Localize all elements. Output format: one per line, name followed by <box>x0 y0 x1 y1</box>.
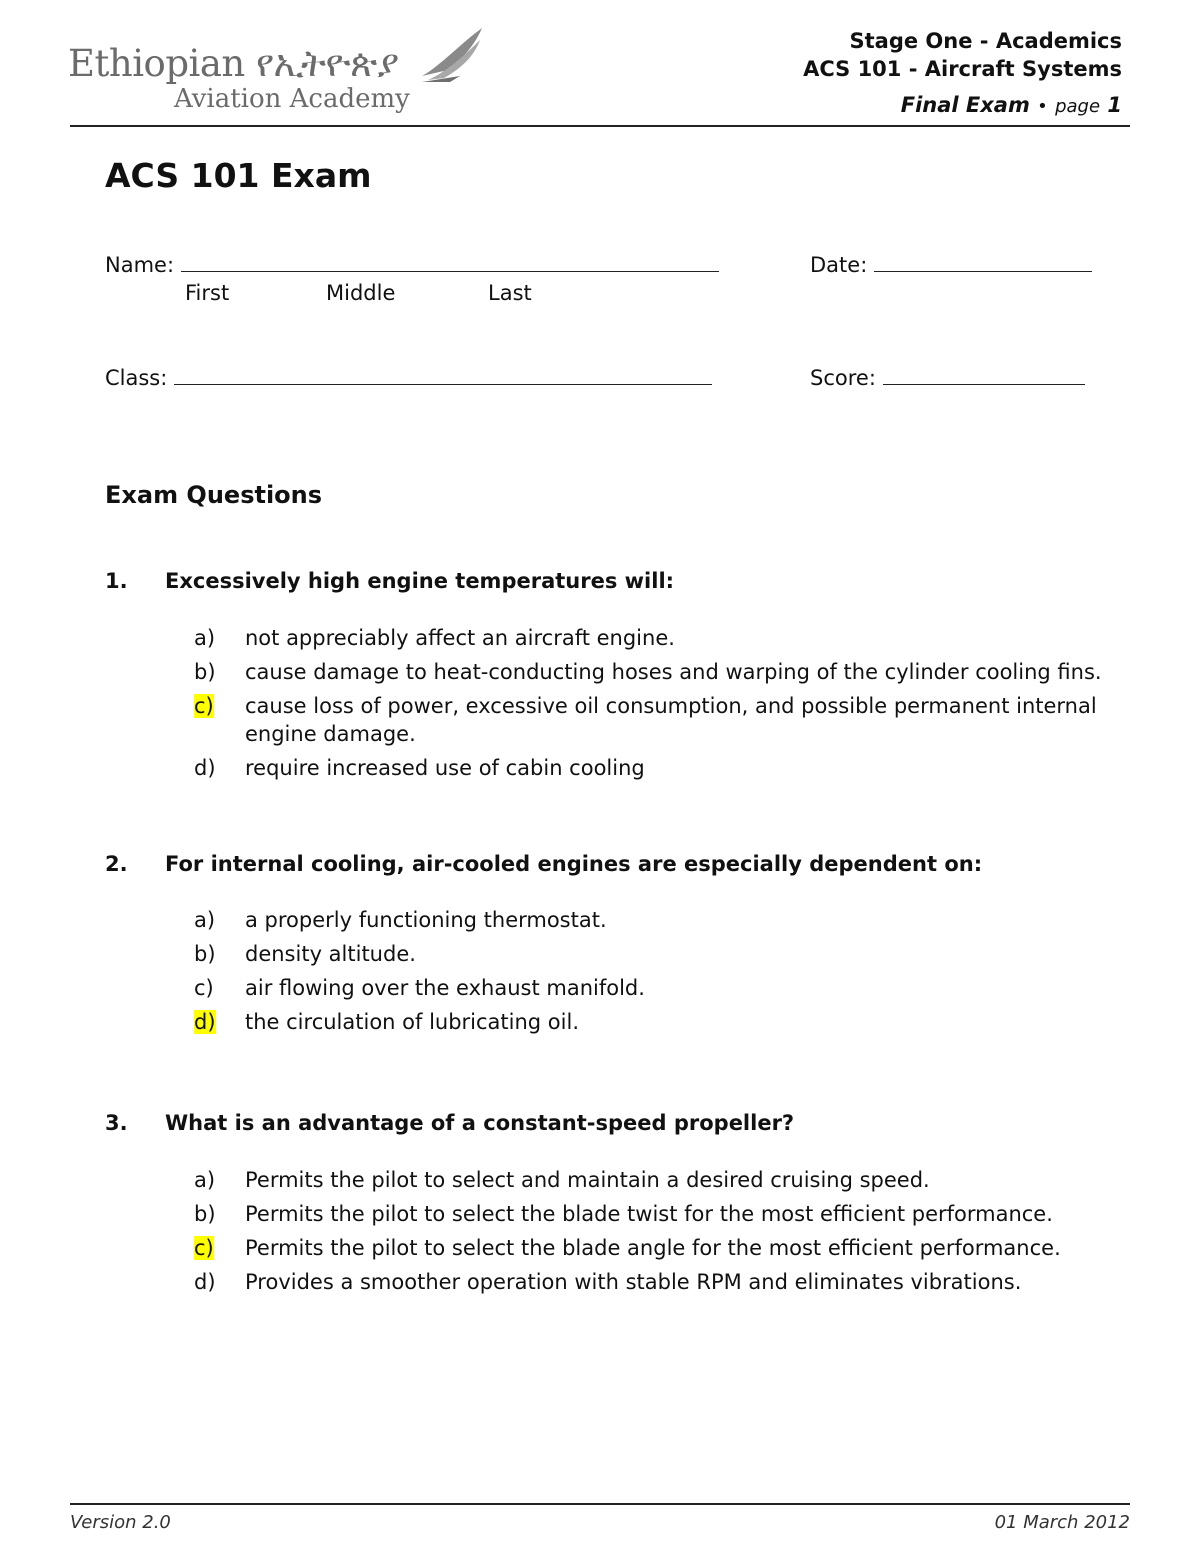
question-text: What is an advantage of a constant-speed propeller? <box>165 1111 795 1135</box>
class-blank[interactable] <box>174 366 712 385</box>
academy-logo <box>68 26 488 118</box>
option-letter: c) <box>194 976 214 1000</box>
score-field <box>810 366 1085 390</box>
option-text: density altitude. <box>245 942 416 966</box>
option-text: cause damage to heat-conducting hoses and warping of the cylinder cooling fins. <box>245 660 1102 684</box>
option-letter-correct: d) <box>194 1010 216 1034</box>
option-text: Permits the pilot to select the blade angle for the most efficient performance. <box>245 1236 1061 1260</box>
footer-date: 01 March 2012 <box>994 1512 1130 1533</box>
question-number: 1. <box>105 569 128 593</box>
option-text: require increased use of cabin cooling <box>245 756 645 780</box>
option-letter: d) <box>194 1270 216 1294</box>
option-text: Provides a smoother operation with stable RPM and eliminates vibrations. <box>245 1270 1022 1294</box>
option-letter: d) <box>194 756 216 780</box>
last-label: Last <box>488 281 532 305</box>
page-title: ACS 101 Exam <box>105 156 372 195</box>
stage-label: Stage One - Academics <box>849 29 1122 53</box>
option-text: not appreciably affect an aircraft engine. <box>245 626 675 650</box>
option-text: Permits the pilot to select the blade twist for the most efficient performance. <box>245 1202 1053 1226</box>
course-label: ACS 101 - Aircraft Systems <box>803 57 1122 81</box>
name-field <box>105 253 719 277</box>
class-field <box>105 366 712 390</box>
logo-subtitle: Aviation Academy <box>174 84 410 114</box>
option-text: air flowing over the exhaust manifold. <box>245 976 645 1000</box>
exam-label: Final Exam <box>900 93 1030 117</box>
name-blank[interactable] <box>181 253 719 272</box>
wing-logo-icon <box>420 26 486 84</box>
date-field <box>810 253 1092 277</box>
date-blank[interactable] <box>874 253 1092 272</box>
option-text: cause loss of power, excessive oil consumption, and possible permanent internal engine damage. <box>245 694 1097 746</box>
header-info <box>803 27 1122 121</box>
class-label: Class: <box>105 366 168 390</box>
option-letter: a) <box>194 908 216 932</box>
page-number: 1 <box>1107 93 1122 117</box>
date-label: Date: <box>810 253 868 277</box>
header-divider <box>70 125 1130 127</box>
option-letter: b) <box>194 1202 216 1226</box>
question-number: 3. <box>105 1111 128 1135</box>
option-letter-correct: c) <box>194 694 214 718</box>
question-text: For internal cooling, air-cooled engines are especially dependent on: <box>165 852 983 876</box>
question-number: 2. <box>105 852 128 876</box>
version-label: Version 2.0 <box>70 1512 171 1533</box>
option-text: the circulation of lubricating oil. <box>245 1010 580 1034</box>
name-label: Name: <box>105 253 175 277</box>
section-title: Exam Questions <box>105 481 323 509</box>
bullet-separator: • <box>1037 96 1048 117</box>
score-blank[interactable] <box>883 366 1085 385</box>
logo-name: Ethiopian የኢትዮጵያ <box>68 42 399 85</box>
option-text: a properly functioning thermostat. <box>245 908 607 932</box>
first-label: First <box>185 281 230 305</box>
option-letter-correct: c) <box>194 1236 214 1260</box>
option-letter: b) <box>194 660 216 684</box>
middle-label: Middle <box>326 281 396 305</box>
option-letter: a) <box>194 626 216 650</box>
option-text: Permits the pilot to select and maintain a desired cruising speed. <box>245 1168 930 1192</box>
option-letter: b) <box>194 942 216 966</box>
option-letter: a) <box>194 1168 216 1192</box>
exam-page-label <box>803 91 1122 121</box>
question-text: Excessively high engine temperatures will: <box>165 569 675 593</box>
score-label: Score: <box>810 366 876 390</box>
page-label: page <box>1055 96 1101 117</box>
footer-divider <box>70 1503 1130 1505</box>
